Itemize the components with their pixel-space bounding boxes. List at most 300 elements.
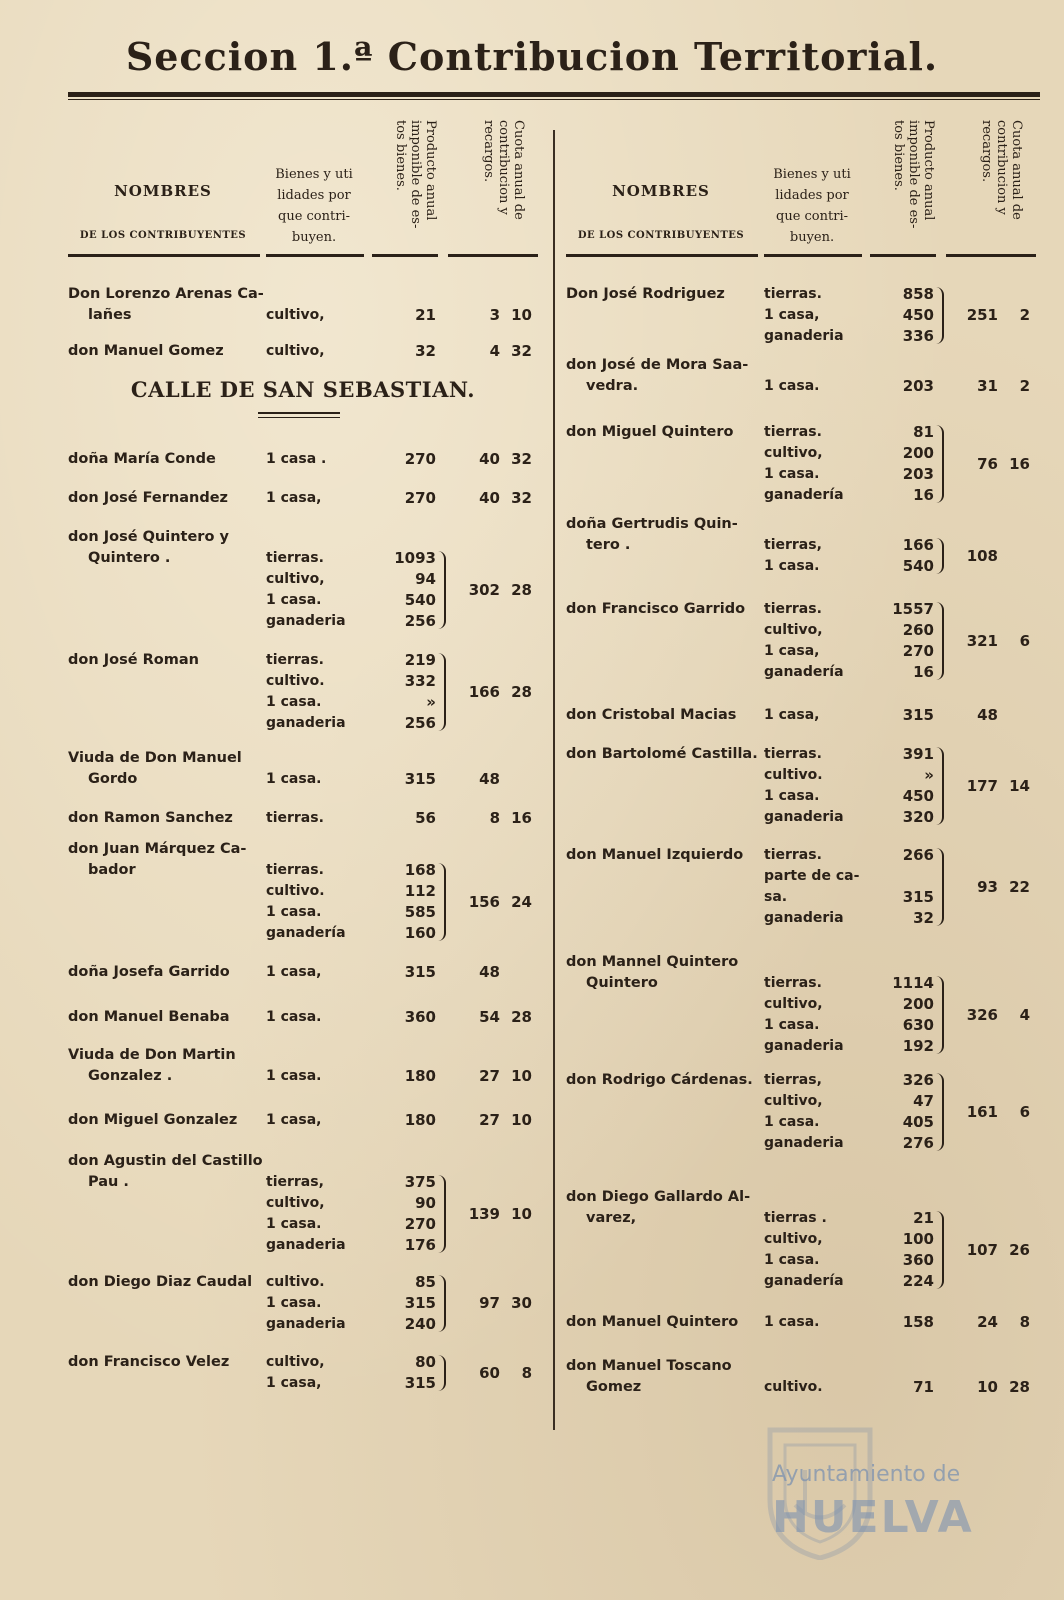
producto-value: 630 (902, 1016, 934, 1034)
bienes-item: ganadería (764, 1273, 844, 1289)
bienes-item: 1 casa. (266, 904, 322, 920)
name-line: don Diego Gallardo Al- (566, 1189, 751, 1205)
name-line: don Ramon Sanchez (68, 810, 233, 826)
producto-value: 200 (902, 444, 934, 462)
bienes-item: tierras. (764, 975, 822, 991)
cuota-reales: 76 (977, 454, 998, 473)
producto-value: 166 (902, 536, 934, 554)
name-line: don Francisco Velez (68, 1354, 230, 1370)
brace (936, 602, 944, 680)
contribuyente-name (68, 1272, 268, 1293)
contribuyente-name (68, 341, 268, 362)
bienes-list (764, 1377, 870, 1398)
name-line: don Miguel Quintero (566, 424, 734, 440)
name-line: don Manuel Toscano (566, 1358, 732, 1374)
name-line: Gonzalez . (88, 1068, 173, 1084)
bienes-item: 1 casa. (764, 1252, 820, 1268)
cuota-reales: 302 (468, 580, 500, 599)
bienes-item: cultivo, (764, 1231, 823, 1247)
bienes-item: tierras, (764, 537, 822, 553)
cuota-value (946, 776, 1036, 797)
producto-value: 219 (404, 651, 436, 669)
cuota-maravedis: 30 (511, 1294, 532, 1312)
contribuyente-name (566, 845, 766, 866)
contribuyente-name (68, 1110, 268, 1131)
cuota-maravedis: 32 (511, 450, 532, 468)
bienes-item: 1 casa. (764, 378, 820, 394)
bienes-item: ganaderia (266, 613, 346, 629)
producto-value: 270 (404, 450, 436, 468)
contribuyente-name (566, 952, 766, 994)
contribuyente-name (68, 839, 268, 881)
cuota-maravedis: 10 (511, 1111, 532, 1129)
producto-value: 320 (902, 808, 934, 826)
producto-values (368, 548, 436, 632)
title-rule-thin (68, 99, 1040, 100)
cuota-value (448, 1066, 538, 1087)
bienes-item: cultivo, (764, 622, 823, 638)
bienes-item: tierras, (266, 1174, 324, 1190)
producto-values (866, 705, 934, 726)
cuota-maravedis: 14 (1009, 776, 1030, 795)
producto-value: 168 (404, 861, 436, 879)
producto-values (866, 845, 934, 929)
contribuyente-name (68, 748, 268, 790)
bienes-list (764, 422, 870, 506)
cuota-reales: 326 (966, 1005, 998, 1024)
contribuyente-name (68, 962, 268, 983)
producto-value: 270 (404, 1215, 436, 1233)
producto-value: 360 (404, 1008, 436, 1026)
name-line: don Juan Márquez Ca- (68, 841, 247, 857)
producto-value: 256 (404, 612, 436, 630)
brace (936, 1073, 944, 1151)
cuota-value (448, 808, 538, 829)
producto-value: 100 (902, 1230, 934, 1248)
cuota-reales: 3 (489, 306, 500, 324)
producto-value: 21 (415, 306, 436, 324)
bienes-item: parte de ca- (764, 868, 860, 884)
bienes-list (266, 769, 372, 790)
name-line: doña Gertrudis Quin- (566, 516, 738, 532)
contribuyente-name (68, 449, 268, 470)
bienes-item: cultivo, (764, 1093, 823, 1109)
bienes-list (266, 449, 372, 470)
bienes-list (266, 1172, 372, 1256)
bienes-item: 1 casa. (764, 1314, 820, 1330)
name-line: don Manuel Gomez (68, 343, 224, 359)
producto-value: 180 (404, 1067, 436, 1085)
cuota-reales: 161 (966, 1102, 998, 1121)
bienes-item: 1 casa. (266, 771, 322, 787)
name-line: don José Fernandez (68, 490, 228, 506)
cuota-reales: 54 (479, 1008, 500, 1026)
name-line: varez, (586, 1210, 637, 1226)
bienes-item: 1 casa. (266, 592, 322, 608)
name-line: don Cristobal Macias (566, 707, 737, 723)
producto-value: 260 (902, 621, 934, 639)
name-line: don Agustin del Castillo (68, 1153, 263, 1169)
producto-value: 71 (913, 1378, 934, 1396)
cuota-reales: 251 (966, 306, 998, 324)
bienes-list (764, 535, 870, 577)
producto-values (368, 1066, 436, 1087)
bienes-list (266, 1007, 372, 1028)
producto-value: 256 (404, 714, 436, 732)
producto-value: 315 (404, 1374, 436, 1392)
cuota-maravedis: 32 (511, 342, 532, 360)
name-line: don José de Mora Saa- (566, 357, 749, 373)
cuota-reales: 48 (479, 770, 500, 788)
cuota-maravedis: 16 (511, 809, 532, 827)
cuota-reales: 107 (966, 1240, 998, 1259)
name-line: Don Lorenzo Arenas Ca- (68, 286, 264, 302)
bienes-list (764, 845, 870, 929)
cuota-value (946, 705, 1036, 726)
bienes-list (266, 1066, 372, 1087)
bienes-item: ganaderia (266, 715, 346, 731)
cuota-value (946, 546, 1036, 567)
name-line: Don José Rodriguez (566, 286, 725, 302)
producto-value: 540 (902, 557, 934, 575)
cuota-maravedis: 24 (511, 892, 532, 911)
cuota-value (946, 631, 1036, 652)
producto-value: 16 (913, 486, 934, 504)
cuota-maravedis: 2 (1019, 377, 1030, 395)
name-line: Viuda de Don Manuel (68, 750, 242, 766)
page-title: Seccion 1.ª Contribucion Territorial. (125, 34, 939, 79)
producto-values (368, 1352, 436, 1394)
producto-values (368, 1007, 436, 1028)
bienes-item: cultivo. (266, 883, 325, 899)
cuota-reales: 40 (479, 450, 500, 468)
contribuyente-name (566, 705, 766, 726)
producto-value: 266 (902, 846, 934, 864)
bienes-item: tierras. (266, 550, 324, 566)
name-line: Gomez (586, 1379, 642, 1395)
cuota-value (946, 1005, 1036, 1026)
bienes-list (266, 1110, 372, 1131)
bienes-item: 1 casa. (266, 1009, 322, 1025)
cuota-value (448, 682, 538, 703)
cuota-reales: 48 (479, 963, 500, 981)
name-line: don Miguel Gonzalez (68, 1112, 238, 1128)
bienes-item: 1 casa. (764, 788, 820, 804)
bienes-item: cultivo. (266, 1274, 325, 1290)
cuota-maravedis: 28 (1009, 1378, 1030, 1396)
name-line: don Francisco Garrido (566, 601, 746, 617)
name-line: don Manuel Quintero (566, 1314, 739, 1330)
cuota-maravedis: 32 (511, 489, 532, 507)
producto-value: 336 (902, 327, 934, 345)
producto-value: 858 (902, 285, 934, 303)
producto-value: » (426, 693, 436, 711)
producto-values (866, 744, 934, 828)
name-line: doña María Conde (68, 451, 216, 467)
bienes-item: 1 casa. (764, 1017, 820, 1033)
bienes-item: 1 casa, (266, 490, 322, 506)
producto-value: 375 (404, 1173, 436, 1191)
bienes-item: tierras. (266, 810, 324, 826)
producto-values (368, 650, 436, 734)
contribuyente-name (68, 488, 268, 509)
header-names: NOMBRES (114, 182, 212, 200)
contribuyente-name (566, 1356, 766, 1398)
bienes-item: ganaderia (764, 328, 844, 344)
bienes-list (266, 488, 372, 509)
bienes-item: cultivo. (764, 1379, 823, 1395)
cuota-maravedis: 2 (1019, 306, 1030, 324)
cuota-reales: 24 (977, 1313, 998, 1331)
table-header (68, 112, 538, 260)
bienes-item: 1 casa, (764, 707, 820, 723)
header-names-sub: DE LOS CONTRIBUYENTES (577, 230, 745, 241)
bienes-item: ganaderia (266, 1237, 346, 1253)
producto-values (866, 1208, 934, 1292)
producto-value: 360 (902, 1251, 934, 1269)
name-line: don Rodrigo Cárdenas. (566, 1072, 753, 1088)
cuota-value (448, 580, 538, 601)
bienes-item: tierras. (764, 286, 822, 302)
producto-values (368, 1110, 436, 1131)
bienes-list (764, 973, 870, 1057)
producto-value: 1114 (892, 974, 934, 992)
name-line: Gordo (88, 771, 138, 787)
bienes-list (764, 705, 870, 726)
name-line: don José Roman (68, 652, 199, 668)
producto-value: 270 (902, 642, 934, 660)
street-rule (258, 412, 340, 418)
producto-value: 158 (902, 1313, 934, 1331)
bienes-list (764, 284, 870, 347)
producto-value: 81 (913, 423, 934, 441)
cuota-maravedis: 10 (511, 306, 532, 324)
brace (438, 551, 446, 629)
table-header (566, 112, 1036, 260)
producto-value: 200 (902, 995, 934, 1013)
cuota-value (448, 341, 538, 362)
producto-values (866, 535, 934, 577)
producto-value: 203 (902, 465, 934, 483)
bienes-item: 1 casa. (764, 1114, 820, 1130)
name-line: Pau . (88, 1174, 129, 1190)
header-bienes: Bienes y uti lidades por que contri- buyen. (773, 167, 851, 245)
contribuyente-name (566, 284, 766, 305)
column-divider (553, 130, 555, 1430)
producto-value: 112 (404, 882, 436, 900)
producto-values (368, 860, 436, 944)
cuota-value (946, 454, 1036, 475)
producto-value: 315 (902, 888, 934, 906)
brace (936, 538, 944, 574)
contribuyente-name (566, 355, 766, 397)
cuota-maravedis: 28 (511, 580, 532, 599)
contribuyente-name (566, 744, 766, 765)
header-names-sub: DE LOS CONTRIBUYENTES (79, 230, 247, 241)
producto-value: 1093 (394, 549, 436, 567)
producto-value: 56 (415, 809, 436, 827)
producto-values (866, 1070, 934, 1154)
brace (936, 848, 944, 926)
producto-value: 1557 (892, 600, 934, 618)
producto-value: 192 (902, 1037, 934, 1055)
producto-values (866, 1377, 934, 1398)
producto-values (866, 422, 934, 506)
cuota-reales: 27 (479, 1067, 500, 1085)
producto-value: 80 (415, 1353, 436, 1371)
bienes-list (266, 962, 372, 983)
producto-value: 450 (902, 306, 934, 324)
cuota-reales: 40 (479, 489, 500, 507)
producto-values (866, 284, 934, 347)
producto-value: 315 (902, 706, 934, 724)
cuota-reales: 97 (479, 1294, 500, 1312)
bienes-item: ganaderia (764, 910, 844, 926)
bienes-item: 1 casa. (764, 558, 820, 574)
bienes-item: 1 casa. (266, 694, 322, 710)
bienes-list (266, 341, 372, 362)
brace (438, 653, 446, 731)
name-line: don Bartolomé Castilla. (566, 746, 758, 762)
cuota-value (946, 877, 1036, 898)
producto-value: 21 (913, 1209, 934, 1227)
bienes-item: 1 casa. (266, 1216, 322, 1232)
bienes-item: tierras. (764, 746, 822, 762)
bienes-list (764, 376, 870, 397)
brace (936, 976, 944, 1054)
bienes-item: tierras. (764, 424, 822, 440)
name-line: Quintero (586, 975, 658, 991)
bienes-item: 1 casa . (266, 451, 327, 467)
bienes-item: 1 casa. (266, 1068, 322, 1084)
cuota-reales: 10 (977, 1378, 998, 1396)
title-rule (68, 92, 1040, 97)
cuota-value (448, 1007, 538, 1028)
header-cuota: Cuota anual de contribucion y recargos. (481, 120, 526, 220)
cuota-maravedis: 22 (1009, 877, 1030, 896)
producto-value: 332 (404, 672, 436, 690)
producto-value: 240 (404, 1315, 436, 1333)
producto-value: 180 (404, 1111, 436, 1129)
producto-value: » (924, 766, 934, 784)
cuota-reales: 93 (977, 877, 998, 896)
producto-value: 90 (415, 1194, 436, 1212)
brace (936, 1211, 944, 1289)
producto-value: 276 (902, 1134, 934, 1152)
producto-value: 203 (902, 377, 934, 395)
contribuyente-name (68, 1045, 268, 1087)
bienes-item: 1 casa. (764, 466, 820, 482)
cuota-maravedis: 4 (1019, 1005, 1030, 1024)
producto-values (368, 488, 436, 509)
bienes-item: tierras. (266, 862, 324, 878)
cuota-maravedis: 6 (1019, 1102, 1030, 1121)
producto-values (866, 1312, 934, 1333)
bienes-item: 1 casa, (266, 964, 322, 980)
brace (438, 1275, 446, 1332)
producto-value: 176 (404, 1236, 436, 1254)
producto-value: 326 (902, 1071, 934, 1089)
producto-values (368, 962, 436, 983)
name-line: doña Josefa Garrido (68, 964, 230, 980)
bienes-list (764, 744, 870, 828)
cuota-reales: 108 (966, 546, 998, 565)
name-line: Quintero . (88, 550, 171, 566)
name-line: Viuda de Don Martin (68, 1047, 236, 1063)
bienes-item: cultivo. (266, 673, 325, 689)
cuota-value (448, 1293, 538, 1314)
bienes-item: ganadería (266, 925, 346, 941)
producto-value: 32 (415, 342, 436, 360)
producto-value: 540 (404, 591, 436, 609)
name-line: don Manuel Izquierdo (566, 847, 744, 863)
bienes-item: 1 casa, (764, 643, 820, 659)
cuota-value (448, 305, 538, 326)
producto-value: 160 (404, 924, 436, 942)
bienes-item: sa. (764, 889, 788, 905)
brace (438, 1355, 446, 1391)
producto-value: 405 (902, 1113, 934, 1131)
producto-value: 94 (415, 570, 436, 588)
cuota-maravedis: 16 (1009, 454, 1030, 473)
bienes-list (266, 548, 372, 632)
name-line: don José Quintero y (68, 529, 229, 545)
producto-value: 32 (913, 909, 934, 927)
producto-values (368, 1272, 436, 1335)
cuota-value (448, 1110, 538, 1131)
bienes-item: cultivo, (266, 1195, 325, 1211)
producto-value: 315 (404, 770, 436, 788)
cuota-maravedis: 10 (511, 1067, 532, 1085)
contribuyente-name (68, 1007, 268, 1028)
cuota-reales: 177 (966, 776, 998, 795)
bienes-item: 1 casa. (266, 1295, 322, 1311)
bienes-item: ganaderia (764, 1038, 844, 1054)
producto-value: 16 (913, 663, 934, 681)
contribuyente-name (68, 527, 268, 569)
cuota-maravedis: 28 (511, 682, 532, 701)
cuota-value (946, 1240, 1036, 1261)
producto-values (368, 449, 436, 470)
cuota-reales: 4 (489, 342, 500, 360)
contribuyente-name (566, 514, 766, 556)
cuota-value (448, 1363, 538, 1384)
header-names: NOMBRES (612, 182, 710, 200)
bienes-list (764, 1208, 870, 1292)
bienes-item: cultivo, (764, 996, 823, 1012)
cuota-value (946, 1312, 1036, 1333)
contribuyente-name (68, 1151, 268, 1193)
header-producto: Producto anual imponible de es- tos bienes. (891, 120, 936, 229)
header-producto: Producto anual imponible de es- tos bienes. (393, 120, 438, 229)
bienes-item: ganadería (764, 487, 844, 503)
bienes-list (266, 860, 372, 944)
cuota-reales: 321 (966, 631, 998, 650)
bienes-item: cultivo, (266, 307, 325, 323)
bienes-list (266, 1272, 372, 1335)
cuota-value (448, 1204, 538, 1225)
bienes-item: cultivo. (764, 767, 823, 783)
brace (438, 1175, 446, 1253)
left-table (68, 112, 538, 1442)
producto-value: 450 (902, 787, 934, 805)
cuota-reales: 31 (977, 377, 998, 395)
header-bienes: Bienes y uti lidades por que contri- buyen. (275, 167, 353, 245)
name-line: don Diego Diaz Caudal (68, 1274, 253, 1290)
cuota-value (448, 769, 538, 790)
bienes-item: 1 casa, (266, 1112, 322, 1128)
cuota-value (946, 305, 1036, 326)
